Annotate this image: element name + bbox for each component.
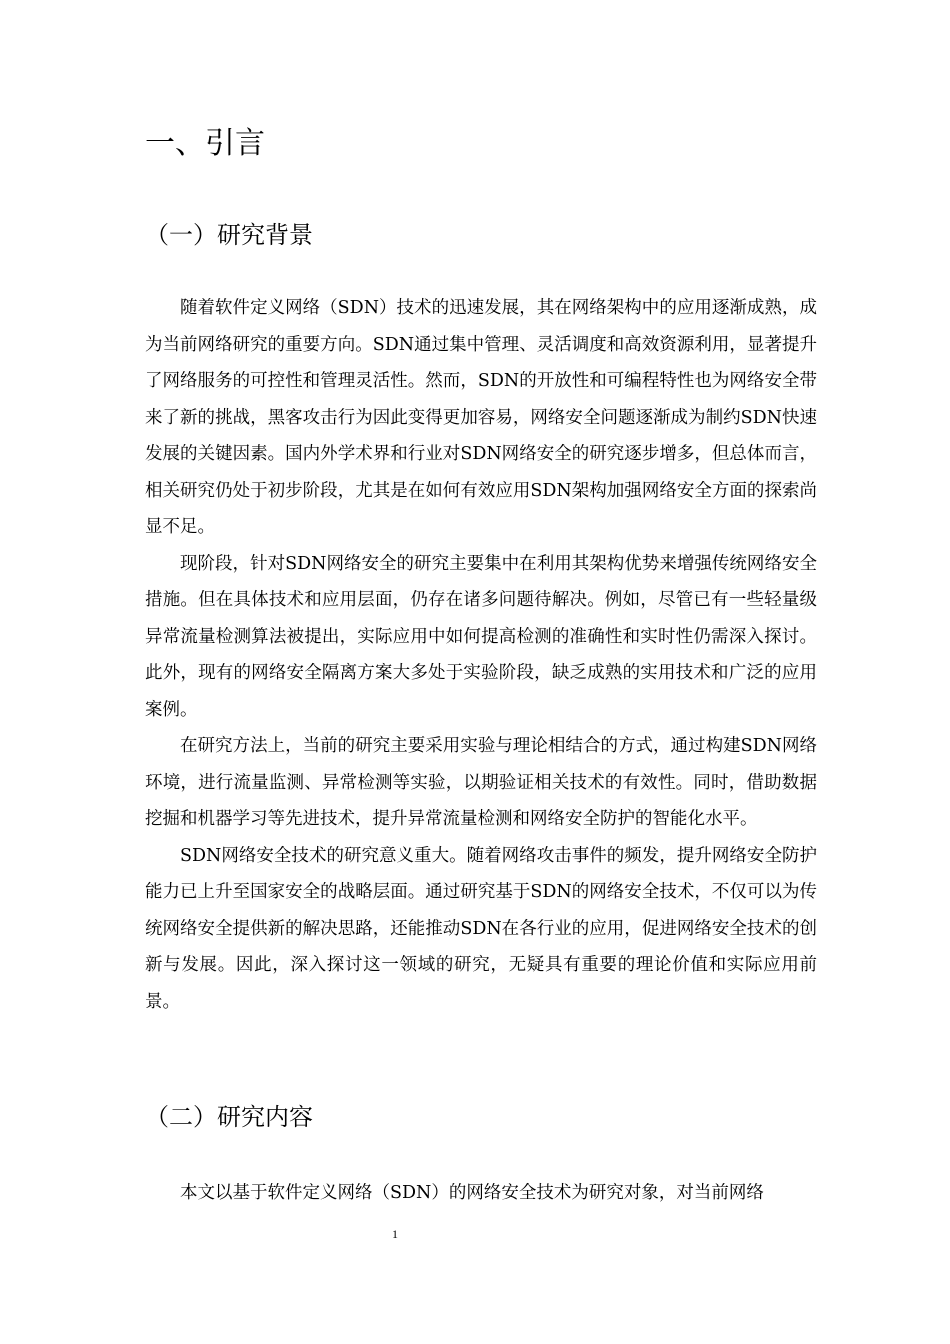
section-body-background xyxy=(145,290,817,1020)
paragraph: SDN网络安全技术的研究意义重大。随着网络攻击事件的频发，提升网络安全防护能力已上升至国家安全的战略层面。通过研究基于SDN的网络安全技术，不仅可以为传统网络安全提供新的解决思路，还能推动SDN在各行业的应用，促进网络安全技术的创新与发展。因此，深入探讨这一领域的研究，无疑具有重要的理论价值和实际应用前景。 xyxy=(145,845,817,1012)
paragraph: 本文以基于软件定义网络（SDN）的网络安全技术为研究对象，对当前网络 xyxy=(180,1183,764,1203)
section-heading-content: （二）研究内容 xyxy=(145,1103,313,1131)
paragraph: 随着软件定义网络（SDN）技术的迅速发展，其在网络架构中的应用逐渐成熟，成为当前网络研究的重要方向。SDN通过集中管理、灵活调度和高效资源利用，显著提升了网络服务的可控性和管理灵活性。然而，SDN的开放性和可编程特性也为网络安全带来了新的挑战，黑客攻击行为因此变得更加容易，网络安全问题逐渐成为制约SDN快速发展的关键因素。国内外学术界和行业对SDN网络安全的研究逐步增多，但总体而言，相关研究仍处于初步阶段，尤其是在如何有效应用SDN架构加强网络安全方面的探索尚显不足。 xyxy=(145,298,817,537)
page-number: 1 xyxy=(392,1227,398,1241)
section-body-content xyxy=(145,1175,817,1212)
paragraph: 现阶段，针对SDN网络安全的研究主要集中在利用其架构优势来增强传统网络安全措施。但在具体技术和应用层面，仍存在诸多问题待解决。例如，尽管已有一些轻量级异常流量检测算法被提出，实际应用中如何提高检测的准确性和实时性仍需深入探讨。此外，现有的网络安全隔离方案大多处于实验阶段，缺乏成熟的实用技术和广泛的应用案例。 xyxy=(145,553,817,720)
section-heading-background: （一）研究背景 xyxy=(145,221,313,249)
paragraph: 在研究方法上，当前的研究主要采用实验与理论相结合的方式，通过构建SDN网络环境，进行流量监测、异常检测等实验，以期验证相关技术的有效性。同时，借助数据挖掘和机器学习等先进技术，提升异常流量检测和网络安全防护的智能化水平。 xyxy=(145,736,817,829)
chapter-heading: 一、引言 xyxy=(145,126,265,161)
